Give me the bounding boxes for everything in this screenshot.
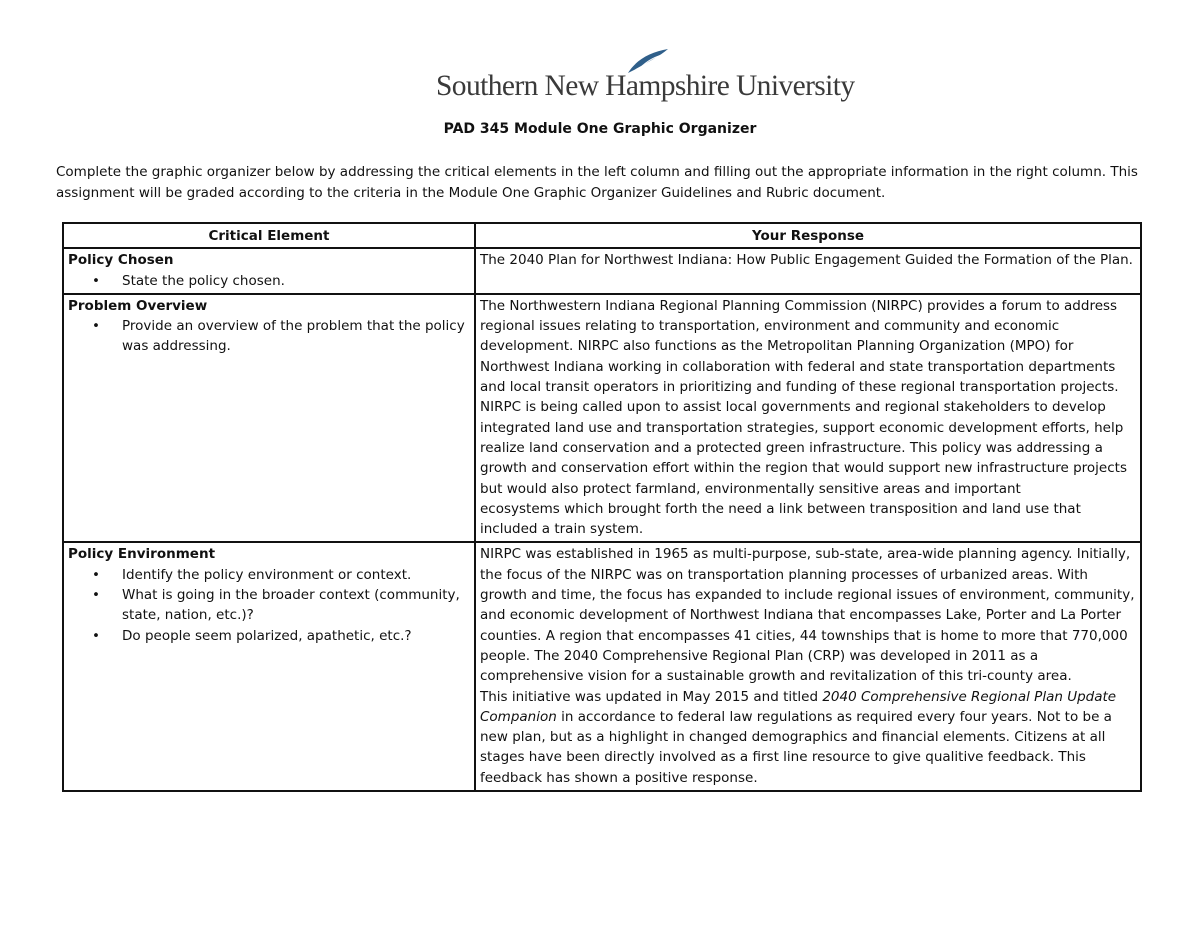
instructions-text: Complete the graphic organizer below by addressing the critical elements in the left column and filling out the appropriate information in the right column. This assignment will be graded according to the criteria in the Module One Graphic Organizer Guidelines and Rubric document.	[56, 164, 1138, 201]
bullet-icon: •	[92, 566, 100, 583]
list-item-text: What is going in the broader context (community, state, nation, etc.)?	[122, 587, 460, 624]
update-text-before: This initiative was updated in May 2015 and titled	[480, 688, 823, 705]
response-text: The Northwestern Indiana Regional Planning Commission (NIRPC) provides a forum to address regional issues relating to transportation, environment and community and economic development. NIRPC also functions as the Metropolitan Planning Organization (MPO) for Northwest Indiana working in collaboration with federal and state transportation departments and local transit operators in prioritizing and funding of these regional transportation projects. NIRPC is being called upon to assist local governments and regional stakeholders to develop integrated land use and transportation strategies, support economic development efforts, help realize land conservation and a protected green infrastructure. This policy was addressing a growth and conservation effort within the region that would support new infrastructure projects but would also protect farmland, environmentally sensitive areas and important	[480, 297, 1127, 497]
bullet-icon: •	[92, 627, 100, 644]
update-plan-title: 2040 Comprehensive Regional Plan Update Companion	[480, 688, 1117, 725]
list-item-text: Identify the policy environment or context.	[122, 566, 412, 583]
response-cell	[475, 294, 1141, 543]
critical-element-header: Critical Element	[63, 223, 475, 248]
element-title: Policy Environment	[68, 546, 216, 563]
critical-element-cell	[63, 248, 475, 294]
response-text: NIRPC was established in 1965 as multi-purpose, sub-state, area-wide planning agency. Initially, the focus of the NIRPC was on transportation planning processes of urbanized areas. With growth and time, the focus has expanded to include regional issues of environment, community, and economic development of Northwest Indiana that encompasses Lake, Porter and La Porter counties. A region that encompasses 41 cities, 44 townships that is home to more that 770,000 people. The 2040 Comprehensive Regional Plan (CRP) was developed in 2011 as a comprehensive vision for a sustainable growth and revitalization of this tri-county area.	[480, 546, 1135, 685]
update-text-after: in accordance to federal law regulations as required every four years. Not to be a new plan, but as a highlight in changed demographics and financial elements. Citizens at all stages have been directly involved as a first line resource to give qualitive feedback. This feedback has shown a positive response.	[480, 708, 1112, 786]
header-row	[63, 223, 1141, 248]
list-item	[92, 271, 470, 291]
response-cell	[475, 248, 1141, 294]
element-list	[68, 565, 470, 646]
element-list	[68, 316, 470, 357]
bullet-icon: •	[92, 272, 100, 289]
list-item	[92, 585, 470, 626]
list-item	[92, 316, 470, 357]
list-item-text: State the policy chosen.	[122, 272, 285, 289]
response-update-text	[480, 687, 1136, 788]
snhu-logo	[436, 48, 855, 108]
list-item	[92, 565, 470, 585]
element-list	[68, 271, 470, 291]
logo-wordmark: Southern New Hampshire University	[436, 70, 855, 102]
response-text: The 2040 Plan for Northwest Indiana: How Public Engagement Guided the Formation of the Plan.	[480, 252, 1133, 269]
table-row	[63, 294, 1141, 543]
graphic-organizer-table	[62, 222, 1142, 792]
your-response-header: Your Response	[475, 223, 1141, 248]
list-item-text: Provide an overview of the problem that the policy was addressing.	[122, 318, 465, 355]
bullet-icon: •	[92, 318, 100, 335]
page-title: PAD 345 Module One Graphic Organizer	[443, 121, 757, 137]
element-title: Policy Chosen	[68, 252, 174, 269]
table-row	[63, 542, 1141, 791]
bullet-icon: •	[92, 587, 100, 604]
critical-element-cell	[63, 542, 475, 791]
response-cell	[475, 542, 1141, 791]
response-text: ecosystems which brought forth the need a link between transposition and land use that included a train system.	[480, 500, 1081, 538]
element-title: Problem Overview	[68, 297, 208, 314]
table-row	[63, 248, 1141, 294]
critical-element-cell	[63, 294, 475, 543]
list-item-text: Do people seem polarized, apathetic, etc.?	[122, 627, 412, 644]
list-item	[92, 626, 470, 646]
